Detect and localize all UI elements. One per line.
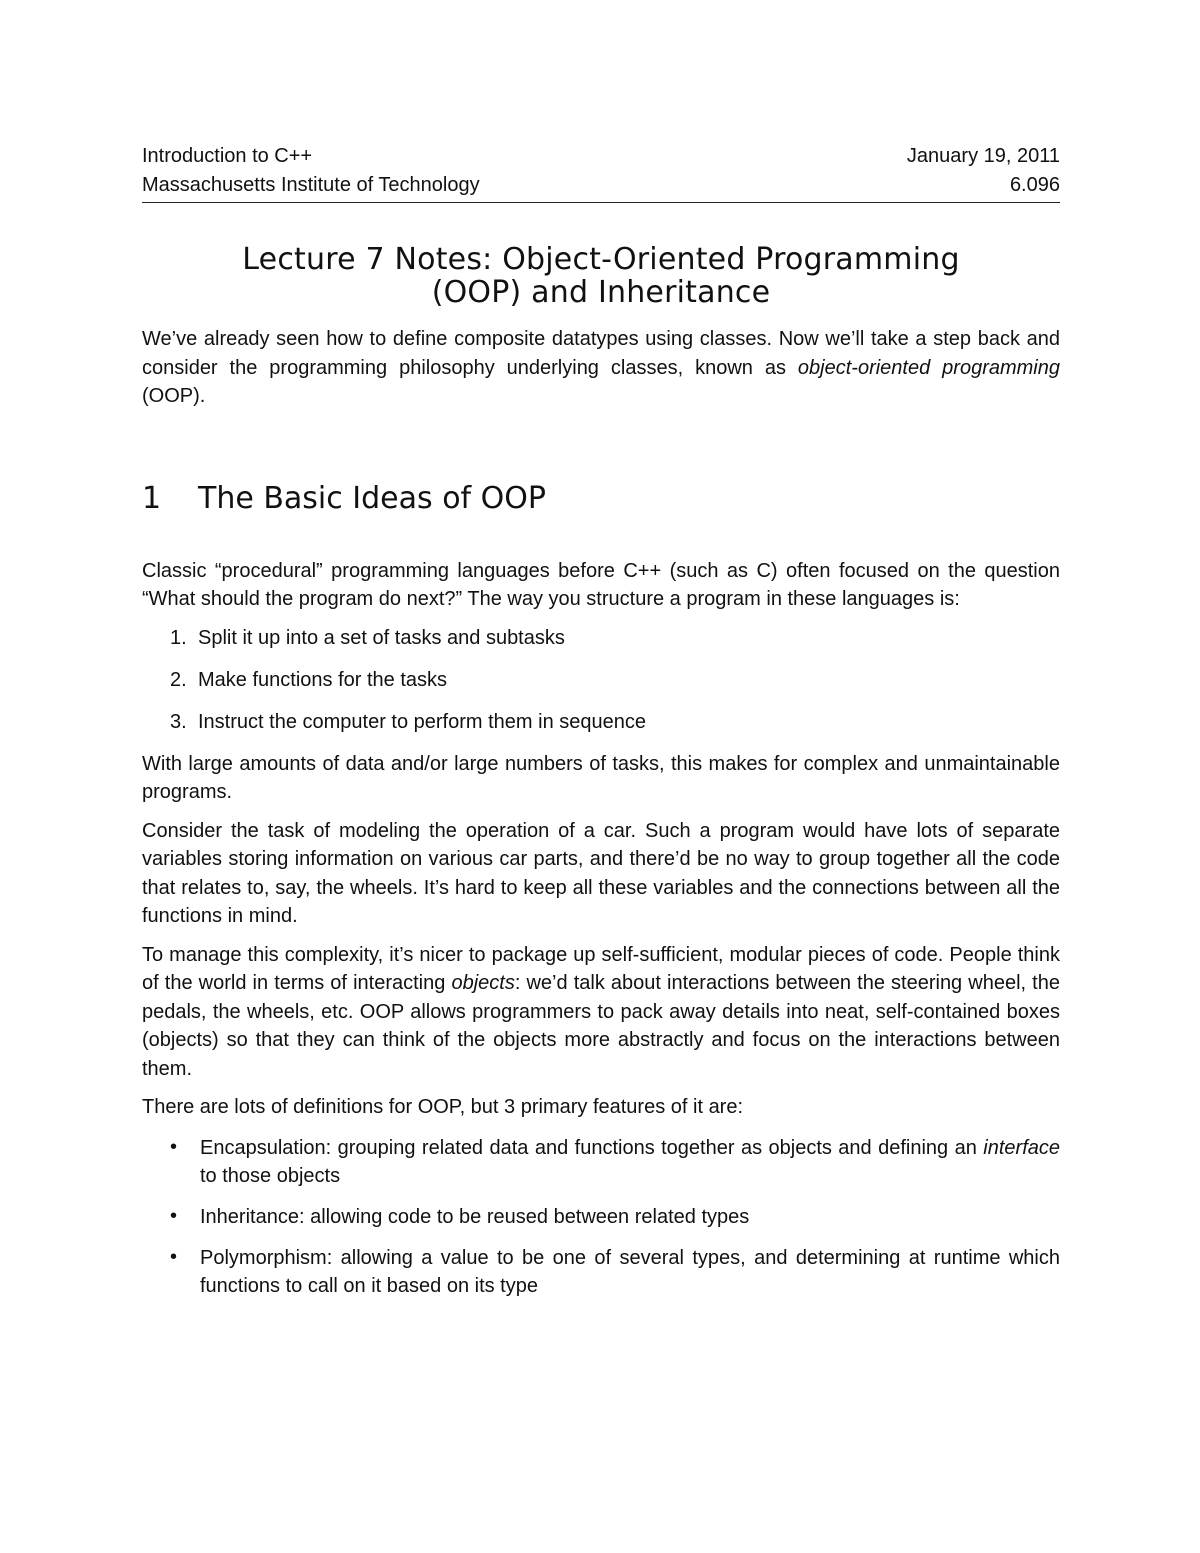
features-intro-paragraph: There are lots of definitions for OOP, but 3 primary features of it are: (142, 1096, 744, 1118)
complexity-paragraph: With large amounts of data and/or large numbers of tasks, this makes for complex and unmaintainable programs. (142, 752, 1060, 803)
list-item (142, 1203, 1060, 1231)
list-item (142, 1134, 1060, 1190)
objects-text-before: To manage this complexity, it’s nicer to package up self-sufficient, modular pieces of code. People think of the world in terms of interacting (142, 943, 1060, 994)
encapsulation-text-after: to those objects (200, 1164, 341, 1187)
list-item-text: Make functions for the tasks (198, 668, 448, 691)
encapsulation-text-before: Encapsulation: grouping related data and functions together as objects and defining an (200, 1136, 984, 1159)
list-item (142, 666, 1060, 694)
interface-emphasis: interface (983, 1136, 1060, 1159)
bullet-icon (170, 1134, 200, 1190)
list-item (142, 708, 1060, 736)
institution-name: Massachusetts Institute of Technology (142, 174, 480, 196)
page-title (142, 243, 1060, 309)
document-date: January 19, 2011 (906, 145, 1060, 167)
course-number: 6.096 (1009, 174, 1060, 196)
procedural-paragraph: Classic “procedural” programming languages before C++ (such as C) often focused on the question “What should the program do next?” The way you structure a program in these languages is: (142, 559, 1060, 610)
list-item-number: 3. (170, 710, 187, 733)
list-item (142, 624, 1060, 652)
bullet-icon (170, 1203, 200, 1231)
objects-text-after: : we’d talk about interactions between the steering wheel, the pedals, the wheels, etc. OOP allows programmers to pack away details into neat, self-contained boxes (objects) so that they can think of the objects more abstractly and focus on the interactions between them. (142, 972, 1060, 1080)
encapsulation-item (200, 1134, 1060, 1190)
polymorphism-item: Polymorphism: allowing a value to be one of several types, and determining at runtime which functions to call on it based on its type (200, 1246, 1060, 1297)
car-example-paragraph: Consider the task of modeling the operation of a car. Such a program would have lots of separate variables storing information on various car parts, and there’d be no way to group together all the code that relates to, say, the wheels. It’s hard to keep all these variables and the connections between all the functions in mind. (142, 819, 1060, 927)
intro-text-before: We’ve already seen how to define composite datatypes using classes. Now we’ll take a step back and consider the programming philosophy underlying classes, known as (142, 328, 1060, 379)
intro-text-after: (OOP). (142, 385, 206, 407)
steps-list (142, 624, 1060, 736)
section-1-heading (142, 481, 1060, 517)
list-item-text: Instruct the computer to perform them in sequence (198, 710, 646, 733)
section-number: 1 (142, 480, 162, 516)
header-row-2 (142, 171, 1060, 200)
list-item (142, 1244, 1060, 1300)
header-row-1 (142, 142, 1060, 171)
title-line-2: (OOP) and Inheritance (431, 275, 771, 310)
objects-paragraph (142, 941, 1060, 1084)
document-page (142, 142, 1060, 1313)
document-header (142, 142, 1060, 203)
list-item-number: 2. (170, 668, 187, 691)
objects-emphasis: objects (451, 972, 515, 994)
intro-paragraph (142, 325, 1060, 411)
features-list (142, 1134, 1060, 1300)
bullet-icon (170, 1244, 200, 1300)
inheritance-item: Inheritance: allowing code to be reused between related types (200, 1205, 750, 1228)
intro-emphasis: object-oriented programming (797, 356, 1060, 379)
section-title: The Basic Ideas of OOP (198, 480, 546, 516)
title-line-1: Lecture 7 Notes: Object-Oriented Programming (242, 242, 960, 277)
list-item-text: Split it up into a set of tasks and subtasks (198, 626, 565, 649)
list-item-number: 1. (170, 626, 187, 649)
course-name: Introduction to C++ (142, 145, 313, 167)
